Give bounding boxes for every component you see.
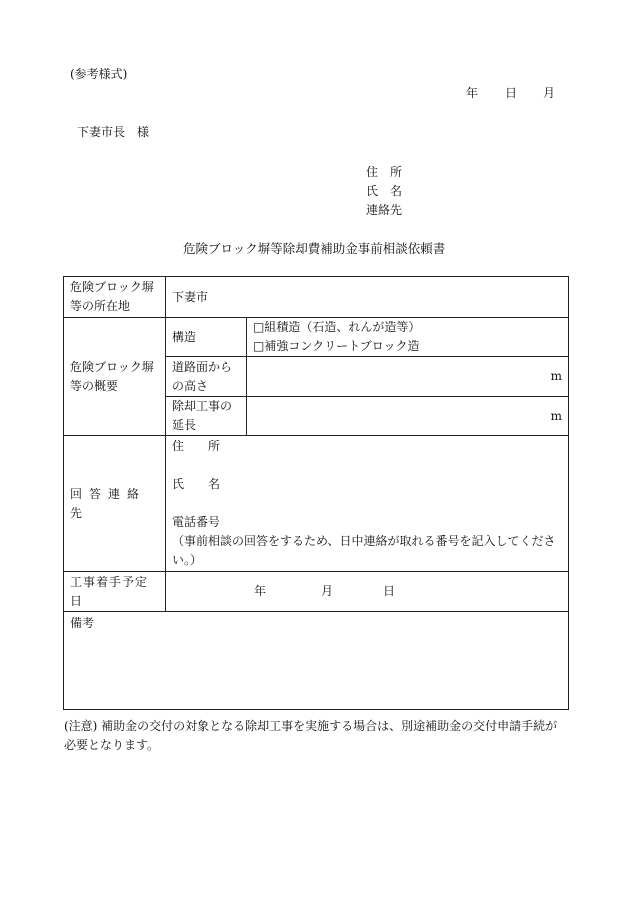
contact-label: 回答連絡先: [64, 436, 166, 572]
location-row: [64, 277, 569, 318]
structure-option-reinforced-block[interactable]: □補強コンクリートブロック造: [253, 339, 420, 353]
form-ref: (参考様式): [70, 67, 128, 81]
page-title: 危険ブロック塀等除却費補助金事前相談依頼書: [183, 241, 446, 256]
start-date-row: [64, 572, 569, 612]
contact-phone-note: （事前相談の回答をするため、日中連絡が取れる番号を記入してください。）: [172, 534, 556, 567]
start-date-field[interactable]: [166, 572, 569, 612]
height-input[interactable]: [247, 357, 569, 397]
contact-phone-label: 電話番号: [172, 515, 221, 529]
contact-name-label: 氏 名: [172, 477, 221, 491]
height-label: 道路面からの高さ: [166, 357, 247, 397]
applicant-name-label: 氏 名: [366, 184, 403, 198]
location-label: 危険ブロック塀等の所在地: [64, 277, 166, 318]
contact-address-label: 住 所: [172, 439, 221, 453]
addressee: 下妻市長 様: [77, 125, 150, 139]
start-date-year: 年: [254, 584, 267, 598]
start-date-month: 月: [321, 584, 334, 598]
location-value[interactable]: 下妻市: [166, 277, 569, 318]
length-label: 除却工事の延長: [166, 397, 247, 436]
start-date-label: 工事着手予定日: [64, 572, 166, 612]
height-unit: m: [550, 369, 563, 383]
start-date-day: 日: [383, 584, 396, 598]
overview-label: 危険ブロック塀等の概要: [64, 318, 166, 436]
date-day-label: 日: [505, 86, 518, 100]
remarks-field[interactable]: [64, 612, 569, 710]
applicant-contact-label: 連絡先: [366, 203, 403, 217]
date-month-label: 月: [543, 86, 556, 100]
date-year-label: 年: [466, 86, 479, 100]
structure-option-masonry[interactable]: □組積造（石造、れんが造等）: [253, 320, 421, 334]
contact-row: [64, 436, 569, 572]
contact-fields[interactable]: [166, 436, 569, 572]
length-input[interactable]: [247, 397, 569, 436]
consultation-form-table: [63, 276, 569, 710]
remarks-label: 備考: [70, 616, 95, 630]
structure-label: 構造: [166, 318, 247, 357]
applicant-address-label: 住 所: [366, 165, 403, 179]
footer-note: (注意) 補助金の交付の対象となる除却工事を実施する場合は、別途補助金の交付申請手続が必要となります。: [64, 719, 558, 752]
structure-row: [64, 318, 569, 357]
remarks-row: [64, 612, 569, 710]
structure-options: [247, 318, 569, 357]
length-unit: m: [550, 408, 563, 423]
